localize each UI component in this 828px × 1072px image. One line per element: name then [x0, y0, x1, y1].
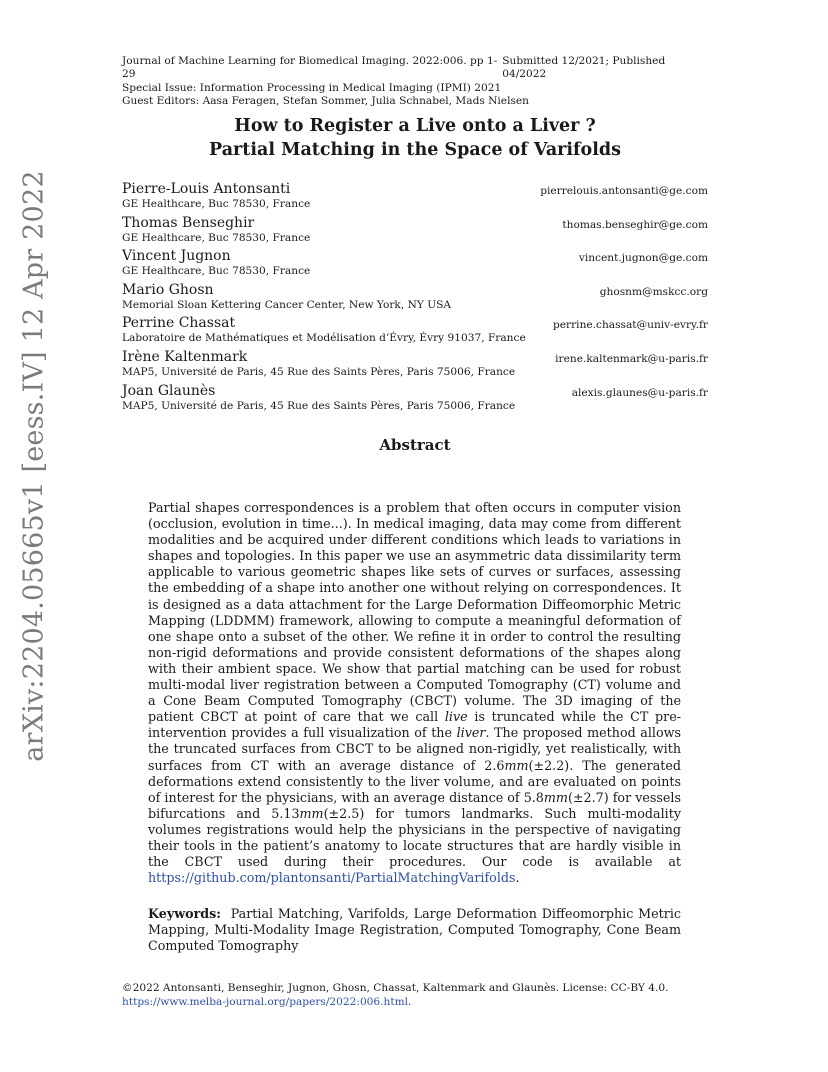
author-email[interactable]: thomas.benseghir@ge.com — [562, 218, 708, 231]
author-list — [122, 181, 708, 416]
journal-header — [122, 55, 708, 109]
author-affiliation: GE Healthcare, Buc 78530, France — [122, 231, 311, 244]
unit-mm: mm — [543, 789, 568, 805]
author-name: Thomas Benseghir — [122, 214, 255, 231]
paper-title — [122, 114, 708, 162]
guest-editors: Guest Editors: Aasa Feragen, Stefan Sommer, Julia Schnabel, Mads Nielsen — [122, 95, 529, 108]
code-repository-link[interactable]: https://github.com/plantonsanti/PartialMatchingVarifolds — [148, 870, 516, 886]
abstract-text-5: (±2.7) for vessels bifurcations and 5.13 — [148, 789, 681, 821]
abstract-body — [148, 500, 681, 886]
abstract-text-4: (±2.2). The generated deformations extend consistently to the liver volume, and are evaluated on points of interest for the physicians, with an average distance of 5.8 — [148, 757, 681, 805]
abstract-live-word: live — [444, 709, 468, 725]
keywords-section — [148, 906, 681, 954]
author-block — [122, 349, 708, 383]
abstract-heading: Abstract — [379, 436, 451, 454]
author-email[interactable]: alexis.glaunes@u-paris.fr — [571, 386, 708, 399]
author-block — [122, 248, 708, 282]
author-affiliation: Laboratoire de Mathématiques et Modélisation d’Évry, Évry 91037, France — [122, 332, 526, 345]
author-email[interactable]: pierrelouis.antonsanti@ge.com — [540, 185, 708, 197]
footer-url-suffix: . — [408, 996, 412, 1008]
submission-dates: Submitted 12/2021; Published 04/2022 — [502, 55, 666, 81]
abstract-text-7: . — [515, 870, 520, 886]
author-email[interactable]: ghosnm@mskcc.org — [599, 285, 708, 298]
title-line-2: Partial Matching in the Space of Varifolds — [209, 140, 621, 160]
abstract-text-1: Partial shapes correspondences is a problem that often occurs in computer vision (occlusion, evolution in time...). In medical imaging, data may come from different modalities and be acquired under different conditions which leads to variations in shapes and topologies. In this paper we use an asymmetric data dissimilarity term applicable to various geometric shapes like sets of curves or surfaces, assessing the embedding of a shape into another one without relying on correspondences. It is designed as a data attachment for the Large Deformation Diffeomorphic Metric Mapping (LDDMM) framework, allowing to compute a meaningful deformation of one shape onto a subset of the other. We refine it in order to control the resulting non-rigid deformations and provide consistent deformations of the shapes along with their ambient space. We show that partial matching can be used for robust multi-modal liver registration between a Computed Tomography (CT) volume and a Cone Beam Computed Tomography (CBCT) volume. The 3D imaging of the patient CBCT at point of care that we call — [148, 500, 681, 725]
author-block — [122, 282, 708, 316]
author-name: Irène Kaltenmark — [122, 348, 248, 365]
author-affiliation: Memorial Sloan Kettering Cancer Center, New York, NY USA — [122, 298, 452, 311]
author-affiliation: GE Healthcare, Buc 78530, France — [122, 198, 311, 210]
abstract-text-6: (±2.5) for tumors landmarks. Such multi-modality volumes registrations would help the physicians in the perspective of navigating their tools in the patient’s anatomy to locate structures that are hardly visible in the CBCT used during their procedures. Our code is available at — [148, 805, 681, 870]
title-line-1: How to Register a Live onto a Liver ? — [234, 116, 596, 136]
abstract-text-2: is truncated while the CT pre-intervention provides a full visualization of the — [148, 709, 681, 741]
author-affiliation: GE Healthcare, Buc 78530, France — [122, 265, 311, 278]
author-email[interactable]: irene.kaltenmark@u-paris.fr — [555, 352, 708, 365]
unit-mm: mm — [504, 757, 529, 773]
copyright-notice: ©2022 Antonsanti, Benseghir, Jugnon, Ghosn, Chassat, Kaltenmark and Glaunès. License: CC-BY 4.0. — [122, 982, 669, 994]
author-name: Perrine Chassat — [122, 315, 236, 332]
author-affiliation: MAP5, Université de Paris, 45 Rue des Saints Pères, Paris 75006, France — [122, 365, 516, 378]
author-name: Mario Ghosn — [122, 281, 214, 298]
journal-line: Journal of Machine Learning for Biomedical Imaging. 2022:006. pp 1-29 — [122, 55, 498, 81]
keywords-text: Partial Matching, Varifolds, Large Deformation Diffeomorphic Metric Mapping, Multi-Modality Image Registration, Computed Tomography, Cone Beam Computed Tomography — [148, 906, 681, 954]
keywords-label: Keywords: — [148, 906, 221, 921]
abstract-text-3: . The proposed method allows the truncated surfaces from CBCT to be aligned non-rigidly, yet realistically, with surfaces from CT with an average distance of 2.6 — [148, 725, 681, 773]
abstract-liver-word: liver — [456, 725, 486, 741]
copyright-footer — [122, 981, 708, 1009]
special-issue: Special Issue: Information Processing in Medical Imaging (IPMI) 2021 — [122, 81, 502, 94]
author-email[interactable]: perrine.chassat@univ-evry.fr — [553, 319, 708, 332]
author-block — [122, 315, 708, 349]
journal-paper-link[interactable]: https://www.melba-journal.org/papers/2022:006.html — [122, 996, 409, 1008]
arxiv-stamp: arXiv:2204.05665v1 [eess.IV] 12 Apr 2022 — [18, 170, 50, 762]
author-block — [122, 181, 708, 215]
author-name: Pierre-Louis Antonsanti — [122, 181, 291, 197]
unit-mm: mm — [299, 805, 324, 821]
author-name: Vincent Jugnon — [122, 248, 231, 265]
author-name: Joan Glaunès — [122, 382, 216, 399]
author-block — [122, 215, 708, 249]
author-email[interactable]: vincent.jugnon@ge.com — [578, 252, 708, 265]
author-block — [122, 383, 708, 417]
author-affiliation: MAP5, Université de Paris, 45 Rue des Saints Pères, Paris 75006, France — [122, 399, 516, 412]
